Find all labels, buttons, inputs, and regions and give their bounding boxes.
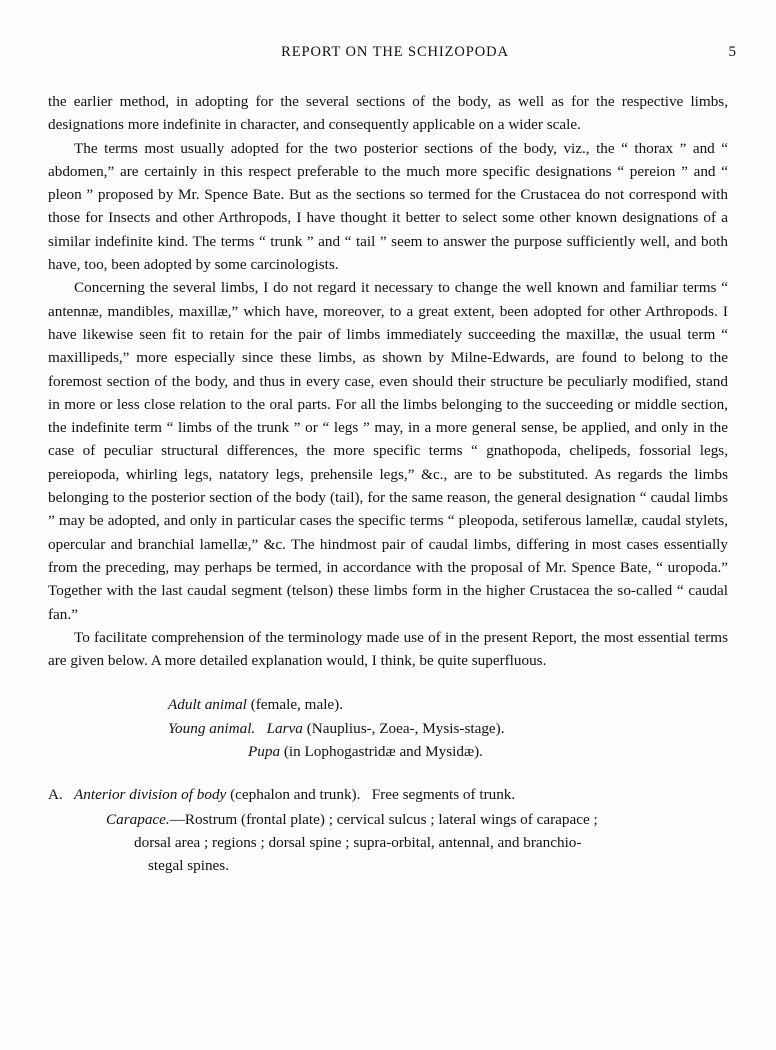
- paragraph-1: the earlier method, in adopting for the several sections of the body, as well as for the respective limbs, designations more indefinite in character, and consequently applicable on a wider scale.: [48, 93, 728, 134]
- term-adult-animal-rest: (female, male).: [246, 696, 344, 714]
- paragraph-3: Concerning the several limbs, I do not regard it necessary to change the well known and familiar terms “ antennæ, mandibles, maxillæ,” which have, moreover, to a great extent, been adopted for other Arthropods. I have likewise seen fit to retain for the pair of limbs immediately succeeding the maxillæ, the usual term “ maxillipeds,” more especially since these limbs, as shown by Milne-Edwards, are found to belong to the foremost section of the body, and thus in every case, even should their structure be peculiarly modified, stand in more or less close relation to the oral parts. For all the limbs belonging to the succeeding or middle section, the indefinite term “ limbs of the trunk ” or “ legs ” may, in a more general sense, be applied, and only in the case of peculiar structural differences, the more specific terms “ gnathopoda, chelipeds, fossorial legs, pereiopoda, whirling legs, natatory legs, prehensile legs,” &c., are to be substituted. As regards the limbs belonging to the posterior section of the body (tail), for the same reason, the general designation “ caudal limbs ” may be adopted, and only in particular cases the specific terms “ pleopoda, setiferous lamellæ, caudal stylets, opercular and branchial lamellæ,” &c. The hindmost pair of caudal limbs, differing in most cases essentially from the preceding, may perhaps be termed, in accordance with the proposal of Mr. Spence Bate, “ uropoda.” Together with the last caudal segment (telson) these limbs form in the higher Crustacea the so-called “ caudal fan.”: [48, 279, 728, 623]
- paragraph-4: To facilitate comprehension of the terminology made use of in the present Report, the most essential terms are given below. A more detailed explanation would, I think, be quite superfluous.: [48, 628, 728, 670]
- page-number: 5: [728, 44, 736, 60]
- term-line-pupa: [48, 740, 728, 763]
- term-gap: [255, 720, 266, 737]
- carapace-line-3: stegal spines.: [148, 857, 229, 875]
- term-line-adult-animal: [48, 693, 728, 716]
- outline-subentry-carapace: [48, 808, 728, 878]
- page-header: [48, 44, 736, 64]
- outline-entry-a: [48, 783, 728, 806]
- carapace-italic: Carapace.: [106, 810, 170, 828]
- term-adult-animal-italic: Adult animal: [168, 696, 247, 714]
- carapace-line-2: dorsal area ; regions ; dorsal spine ; supra-orbital, antennal, and branchio-: [134, 833, 582, 851]
- term-young-animal-italic: Young animal.: [168, 719, 256, 737]
- term-larva-rest: (Nauplius-, Zoea-, Mysis-stage).: [302, 719, 505, 737]
- carapace-line-1: —Rostrum (frontal plate) ; cervical sulcus ; lateral wings of carapace ;: [169, 810, 598, 828]
- term-pupa-rest: (in Lophogastridæ and Mysidæ).: [280, 743, 483, 761]
- paragraph-2: The terms most usually adopted for the two posterior sections of the body, viz., the “ thorax ” and “ abdomen,” are certainly in this respect preferable to the much more specific designations “ pereion ” and “ pleon ” proposed by Mr. Spence Bate. But as the sections so termed for the Crustacea do not correspond with those for Insects and other Arthropods, I have thought it better to select some other known designations of a similar indefinite kind. The terms “ trunk ” and “ tail ” seem to answer the purpose sufficiently well, and both have, too, been adopted by some carcinologists.: [48, 139, 728, 274]
- outline-entry-rest: (cephalon and trunk).: [226, 786, 361, 804]
- term-pupa-italic: Pupa: [248, 743, 281, 761]
- term-line-young-animal: [48, 717, 728, 740]
- outline-entry-label: A.: [48, 786, 63, 804]
- outline-entry-tail: Free segments of trunk.: [371, 786, 516, 804]
- running-title: REPORT ON THE SCHIZOPODA: [281, 44, 509, 60]
- term-larva-italic: Larva: [266, 719, 303, 737]
- outline-entry-italic: Anterior division of body: [74, 786, 227, 804]
- outline-gap: [360, 786, 371, 803]
- outline-section-a: [48, 783, 728, 877]
- terminology-list: [48, 693, 728, 763]
- body-text-column: [48, 90, 728, 878]
